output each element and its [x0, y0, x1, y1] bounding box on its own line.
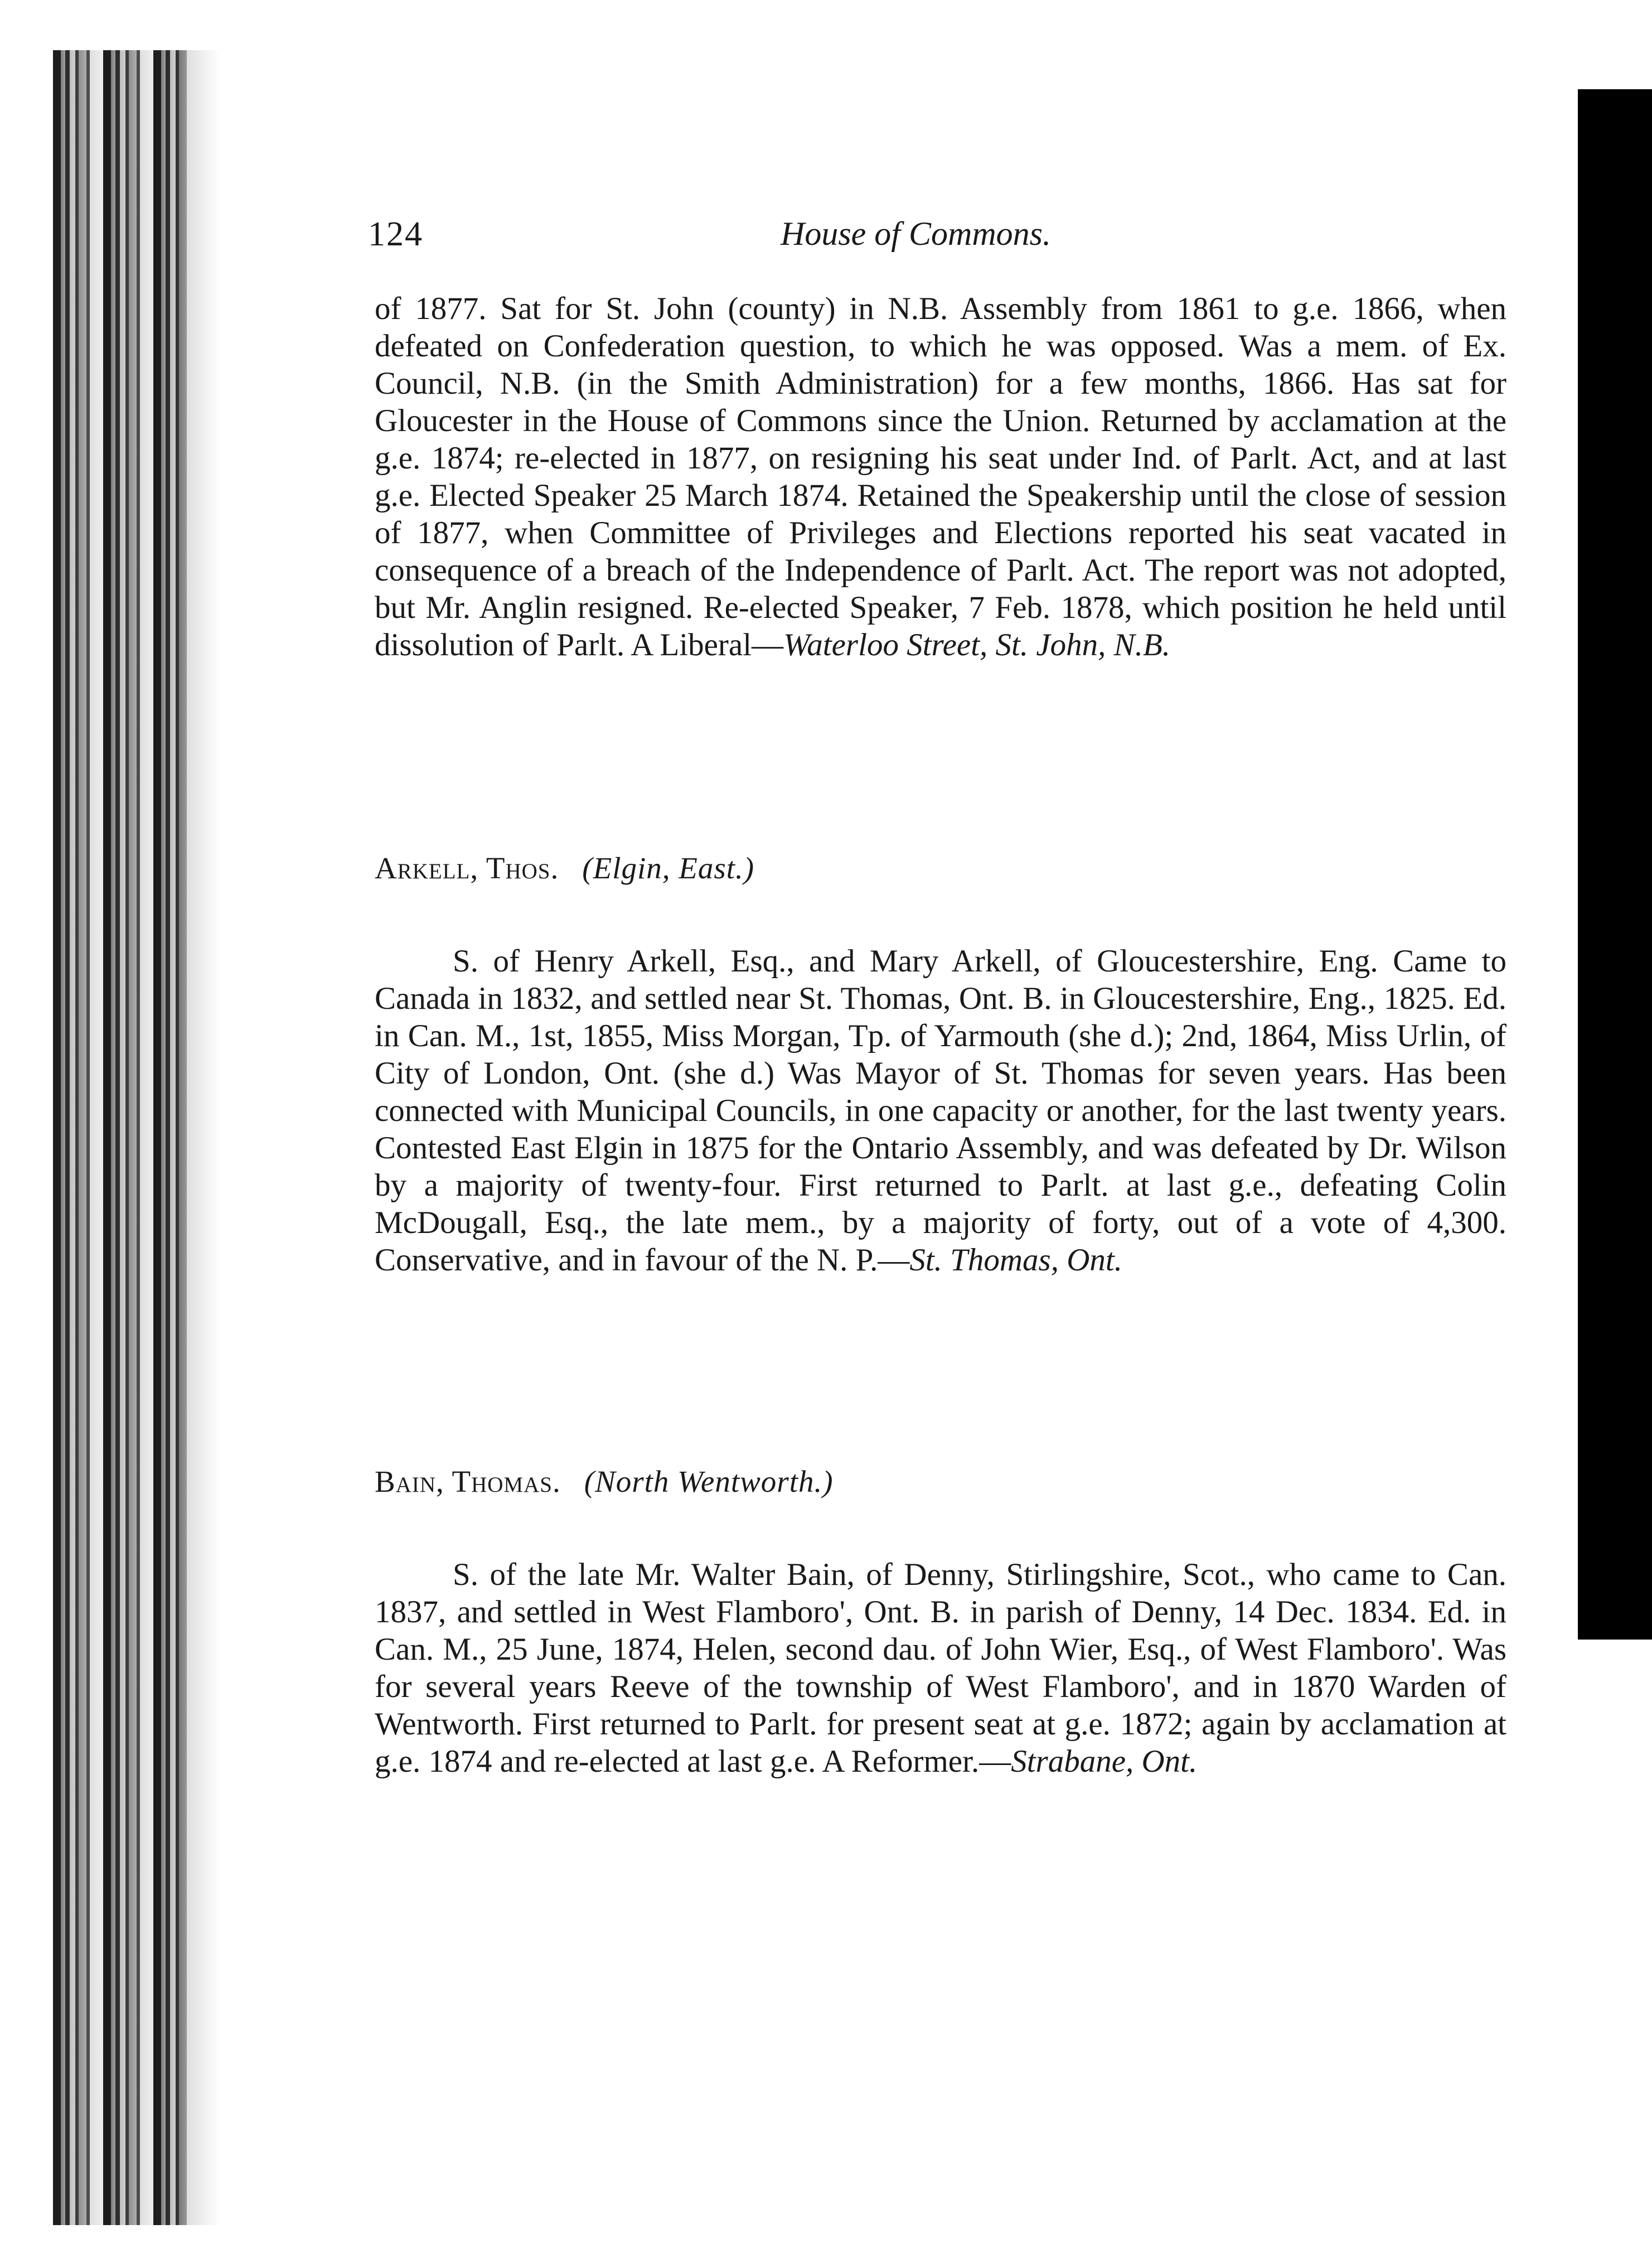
- entry-constituency: (North Wentworth.): [584, 1464, 834, 1498]
- entry-name: Arkell, Thos.: [375, 851, 559, 885]
- entry-paragraph-bain: [375, 1556, 1506, 1780]
- entry-address: St. Thomas, Ont.: [909, 1242, 1122, 1278]
- entry-paragraph-arkell: [375, 942, 1506, 1279]
- continued-entry-paragraph: [375, 290, 1506, 664]
- entry-heading-bain: [375, 1464, 834, 1499]
- entry-address: Strabane, Ont.: [1011, 1744, 1198, 1779]
- scan-margin-bar: [1578, 89, 1652, 1640]
- entry-name: Bain, Thomas.: [375, 1464, 561, 1498]
- entry-text: S. of the late Mr. Walter Bain, of Denny, Stirlingshire, Scot., who came to Can. 1837, and settled in West Flamboro', Ont. B. in parish of Denny, 14 Dec. 1834. Ed. in Can. M., 25 June, 1874, Helen, second dau. of John Wier, Esq., of West Flamboro'. Was for several years Reeve of the township of West Flamboro', and in 1870 Warden of Wentworth. First returned to Parlt. for present seat at g.e. 1872; again by acclamation at g.e. 1874 and re-elected at last g.e. A Reformer.—: [375, 1557, 1506, 1779]
- page-header: [368, 215, 1511, 276]
- entry-text: S. of Henry Arkell, Esq., and Mary Arkell, of Gloucestershire, Eng. Came to Canada in 1832, and settled near St. Thomas, Ont. B. in Gloucestershire, Eng., 1825. Ed. in Can. M., 1st, 1855, Miss Morgan, Tp. of Yarmouth (she d.); 2nd, 1864, Miss Urlin, of City of London, Ont. (she d.) Was Mayor of St. Thomas for seven years. Has been connected with Municipal Councils, in one capacity or another, for the last twenty years. Contested East Elgin in 1875 for the Ontario Assembly, and was defeated by Dr. Wilson by a majority of twenty-four. First returned to Parlt. at last g.e., defeating Colin McDougall, Esq., the late mem., by a majority of forty, out of a vote of 4,300. Conservative, and in favour of the N. P.—: [375, 944, 1506, 1278]
- entry-heading-arkell: [375, 850, 754, 886]
- continued-entry-address: Waterloo Street, St. John, N.B.: [783, 627, 1171, 663]
- entry-constituency: (Elgin, East.): [582, 851, 755, 885]
- running-head: House of Commons.: [781, 215, 1052, 252]
- book-binding-edge: [53, 50, 187, 2225]
- continued-entry-text: of 1877. Sat for St. John (county) in N.B. Assembly from 1861 to g.e. 1866, when defeated on Confederation question, to which he was opposed. Was a mem. of Ex. Council, N.B. (in the Smith Administration) for a few months, 1866. Has sat for Gloucester in the House of Commons since the Union. Returned by acclamation at the g.e. 1874; re-elected in 1877, on resigning his seat under Ind. of Parlt. Act, and at last g.e. Elected Speaker 25 March 1874. Retained the Speakership until the close of session of 1877, when Committee of Privileges and Elections reported his seat vacated in consequence of a breach of the Independence of Parlt. Act. The report was not adopted, but Mr. Anglin resigned. Re-elected Speaker, 7 Feb. 1878, which position he held until dissolution of Parlt. A Liberal—: [375, 291, 1506, 663]
- page-number: 124: [368, 215, 423, 253]
